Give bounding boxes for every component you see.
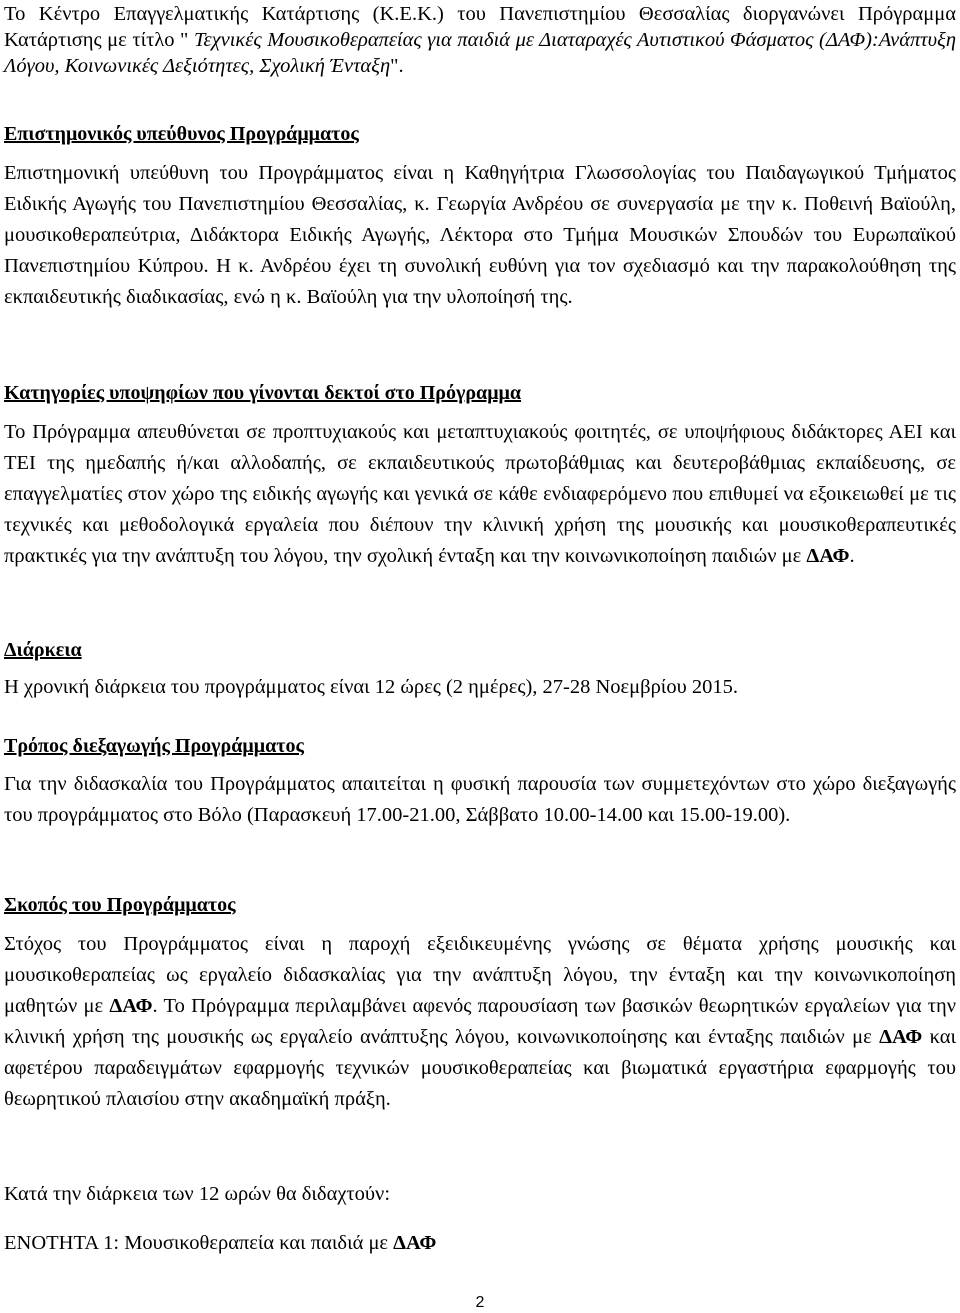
duration-heading: Διάρκεια: [4, 639, 82, 661]
method-heading: Τρόπος διεξαγωγής Προγράμματος: [4, 735, 304, 757]
intro-text-start: Το Κέντρο Επαγγελματικής Κατάρτισης (Κ.Ε.Κ.) του Πανεπιστημίου Θεσσαλίας διοργανώνει Πρόγραμμα Κατάρτισης με τίτλο ": [4, 3, 956, 51]
unit-1-bold-acronym: ΔΑΦ: [393, 1232, 437, 1254]
aim-text-2: . Το Πρόγραμμα περιλαμβάνει αφενός παρουσίαση των βασικών θεωρητικών εργαλείων για την κλινική χρήση της μουσικής ως εργαλείο ανάπτυξης λόγου, κοινωνικοποίησης και ένταξης παιδιών με: [4, 995, 956, 1048]
page-number: 2: [475, 1294, 485, 1311]
candidates-text: Το Πρόγραμμα απευθύνεται σε προπτυχιακούς και μεταπτυχιακούς φοιτητές, σε υποψήφιους διδάκτορες ΑΕΙ και ΤΕΙ της ημεδαπής ή/και αλλοδαπής, σε εκπαιδευτικούς πρωτοβάθμιας και δευτεροβάθμιας εκπαίδευσης, σε επαγγελματίες στον χώρο της ειδικής αγωγής και γενικά σε κάθε ενδιαφερόμενο που επιθυμεί να εξοικειωθεί με τις τεχνικές και μεθοδολογικά εργαλεία που διέπουν την κλινική χρήση της μουσικής και μουσικοθεραπευτικές πρακτικές για την ανάπτυξη του λόγου, την σχολική ένταξη και την κοινωνικοποίηση παιδιών με: [4, 421, 956, 567]
aim-bold-acronym-1: ΔΑΦ: [109, 995, 153, 1017]
aim-bold-acronym-2: ΔΑΦ: [879, 1026, 923, 1048]
during-paragraph: Κατά την διάρκεια των 12 ωρών θα διδαχτούν:: [4, 1183, 391, 1205]
aim-paragraph: [4, 929, 956, 1115]
program-title: Τεχνικές Μουσικοθεραπείας για παιδιά με Διαταραχές Αυτιστικού Φάσματος (ΔΑΦ):Ανάπτυξη Λόγου, Κοινωνικές Δεξιότητες, Σχολική Ένταξη: [4, 29, 956, 77]
intro-paragraph: [4, 1, 956, 79]
unit-1-line: [4, 1230, 956, 1258]
method-paragraph: Για την διδασκαλία του Προγράμματος απαιτείται η φυσική παρουσία των συμμετεχόντων στο χώρο διεξαγωγής του προγράμματος στο Βόλο (Παρασκευή 17.00-21.00, Σάββατο 10.00-14.00 και 15.00-19.00).: [4, 773, 956, 826]
candidates-heading: Κατηγορίες υποψηφίων που γίνονται δεκτοί στο Πρόγραμμα: [4, 382, 522, 404]
candidates-bold-acronym: ΔΑΦ: [806, 545, 850, 567]
supervisor-heading: Επιστημονικός υπεύθυνος Προγράμματος: [4, 123, 359, 145]
supervisor-paragraph: Επιστημονική υπεύθυνη του Προγράμματος είναι η Καθηγήτρια Γλωσσολογίας του Παιδαγωγικού Τμήματος Ειδικής Αγωγής του Πανεπιστημίου Θεσσαλίας, κ. Γεωργία Ανδρέου σε συνεργασία με την κ. Ποθεινή Βαϊούλη, μουσικοθεραπεύτρια, Διδάκτορα Ειδικής Αγωγής, Λέκτορα στο Τμήμα Μουσικών Σπουδών του Ευρωπαϊκού Πανεπιστημίου Κύπρου. Η κ. Ανδρέου έχει τη συνολική ευθύνη για τον σχεδιασμό και την παρακολούθηση της εκπαιδευτικής διαδικασίας, ενώ η κ. Βαϊούλη για την υλοποίησή της.: [4, 162, 956, 308]
aim-text-1: Στόχος του Προγράμματος είναι η παροχή εξειδικευμένης γνώσης σε θέματα χρήσης μουσικής και μουσικοθεραπείας ως εργαλείο διδασκαλίας για την ανάπτυξη λόγου, την ένταξη και την κοινωνικοποίηση μαθητών με: [4, 933, 956, 1017]
candidates-paragraph: [4, 417, 956, 572]
unit-1-text: ΕΝΟΤΗΤΑ 1: Μουσικοθεραπεία και παιδιά με: [4, 1232, 394, 1254]
intro-text-end: ".: [390, 55, 404, 77]
aim-heading: Σκοπός του Προγράμματος: [4, 894, 236, 916]
aim-text-3: και αφετέρου παραδειγμάτων εφαρμογής τεχνικών μουσικοθεραπείας και βιωματικά εργαστήρια εφαρμογής του θεωρητικού πλαισίου στην ακαδημαϊκή πράξη.: [4, 1026, 956, 1110]
candidates-text-end: .: [849, 545, 855, 567]
duration-paragraph: Η χρονική διάρκεια του προγράμματος είναι 12 ώρες (2 ημέρες), 27-28 Νοεμβρίου 2015.: [4, 676, 738, 698]
